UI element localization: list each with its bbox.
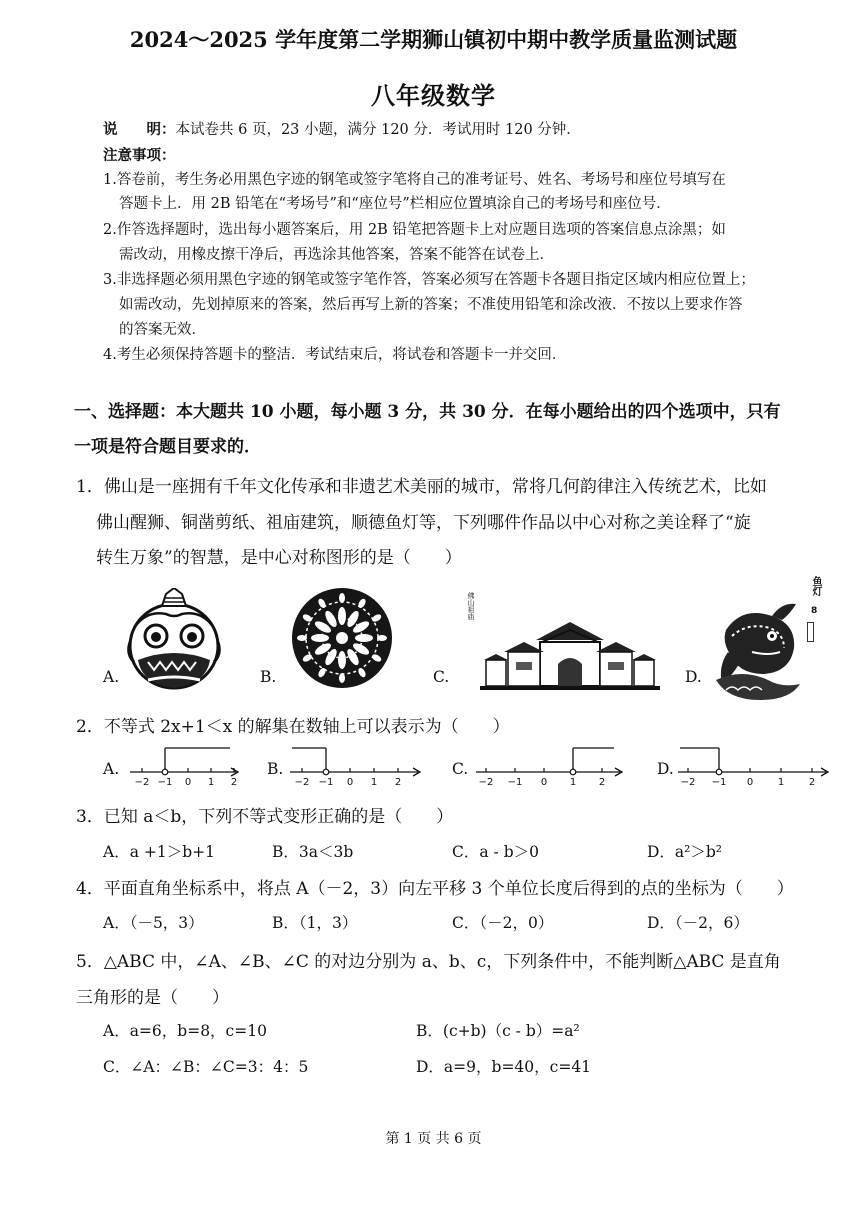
q1-line-2: 佛山醒狮、铜凿剪纸、祖庙建筑，顺德鱼灯等，下列哪件作品以中心对称之美诠释了“旋 [96,513,751,533]
exam-subject: 八年级数学 [371,81,496,110]
tick-label: 0 [540,777,548,788]
intro-line [103,118,581,139]
tick-label: 0 [346,777,354,788]
q2-option-c-label: C. [452,760,469,778]
tick-label: 2 [230,777,238,788]
q2-number-line-c [474,742,630,790]
q5-line-2: 三角形的是（ ） [76,988,229,1008]
ancestral-temple-image [480,612,660,692]
q1-line-1: 1．佛山是一座拥有千年文化传承和非遗艺术美丽的城市，常将几何韵律注入传统艺术，比如 [76,477,767,497]
tick-label: −1 [507,777,523,788]
exam-title: 2024～2025 学年度第二学期狮山镇初中期中教学质量监测试题 [129,27,738,52]
lion-dance-head-image [126,588,222,692]
q4-option-d: D．（－2，6） [647,914,749,932]
tick-label: 2 [598,777,606,788]
section-1-heading-cont: 一项是符合题目要求的． [74,437,261,457]
q1-option-d-label: D. [685,668,702,686]
tick-label: −1 [711,777,727,788]
q4-stem: 4．平面直角坐标系中，将点 A（－2，3）向左平移 3 个单位长度后得到的点的坐标为（ ） [76,879,794,899]
tick-label: 1 [370,777,378,788]
solution-endpoint [162,769,168,775]
q5-option-b: B．(c+b)（c - b）=a² [416,1022,580,1040]
q3-option-d: D．a²＞b² [647,843,723,861]
section-1-heading: 一、选择题：本大题共 10 小题，每小题 3 分，共 30 分．在每小题给出的四个选项中，只有 [74,402,781,422]
note-1-line-1: 1.答卷前，考生务必用黑色字迹的钢笔或签字笔将自己的准考证号、姓名、考场号和座位号填写在 [103,172,726,188]
q3-stem: 3．已知 a＜b，下列不等式变形正确的是（ ） [76,807,454,827]
q5-option-d: D．a=9，b=40，c=41 [416,1058,592,1076]
tick-label: 1 [777,777,785,788]
tick-label: −2 [294,777,310,788]
tick-label: −1 [157,777,173,788]
note-3-line-2: 如需改动，先划掉原来的答案，然后再写上新的答案；不准使用铅笔和涂改液．不按以上要求作答 [119,297,743,313]
note-1-line-2: 答题卡上．用 2B 铅笔在“考场号”和“座位号”栏相应位置填涂自己的考场号和座位号． [119,196,671,212]
tick-label: −2 [680,777,696,788]
tick-label: 1 [207,777,215,788]
fish-lantern-stamp [807,622,814,642]
intro-label: 说 明： [103,121,176,138]
q2-option-a-label: A. [103,760,120,778]
temple-caption: 佛山祖庙 [467,592,475,620]
q2-option-d-label: D. [657,760,674,778]
q1-option-b-label: B. [260,668,277,686]
q5-option-a: A．a=6，b=8，c=10 [103,1022,267,1040]
paper-cutting-image [290,586,394,690]
fish-lantern-caption: 鱼灯 [810,576,821,596]
q1-line-3: 转生万象”的智慧，是中心对称图形的是（ ） [96,548,462,568]
q2-stem: 2．不等式 2x+1＜x 的解集在数轴上可以表示为（ ） [76,717,510,737]
tick-label: 0 [746,777,754,788]
tick-label: 0 [184,777,192,788]
tick-label: 1 [569,777,577,788]
q2-number-line-d [676,742,836,790]
tick-label: 2 [808,777,816,788]
note-2-line-1: 2.作答选择题时，选出每小题答案后，用 2B 铅笔把答题卡上对应题目选项的答案信息点涂黑；如 [103,222,726,238]
q2-number-line-b [288,742,428,790]
q3-option-b: B．3a＜3b [272,843,354,861]
q1-option-c-label: C. [433,668,450,686]
notes-heading: 注意事项： [103,147,176,164]
q2-number-line-a [128,742,248,790]
solution-endpoint [570,769,576,775]
note-3-line-3: 的答案无效． [119,322,206,338]
q4-option-b: B．（1，3） [272,914,358,932]
solution-endpoint [716,769,722,775]
fish-lantern-image [712,596,808,704]
tick-label: −1 [318,777,334,788]
intro-text: 本试卷共 6 页，23 小题，满分 120 分．考试用时 120 分钟． [175,122,581,138]
fish-lantern-number: 8 [811,606,818,616]
note-2-line-2: 需改动，用橡皮擦干净后，再选涂其他答案，答案不能答在试卷上． [119,247,554,263]
tick-label: 2 [394,777,402,788]
q5-option-c: C．∠A：∠B：∠C=3：4：5 [103,1058,309,1076]
note-3-line-1: 3.非选择题必须用黑色字迹的钢笔或签字笔作答，答案必须写在答题卡各题目指定区域内相应位置上； [103,272,755,288]
q4-option-c: C．（－2，0） [452,914,554,932]
q5-line-1: 5．△ABC 中，∠A、∠B、∠C 的对边分别为 a、b、c，下列条件中，不能判断△ABC 是直角 [76,952,781,972]
q3-option-c: C．a - b＞0 [452,843,539,861]
note-4-line-1: 4.考生必须保持答题卡的整洁．考试结束后，将试卷和答题卡一并交回． [103,347,567,363]
tick-label: −2 [478,777,494,788]
q3-option-a: A．a +1＞b+1 [103,843,215,861]
solution-endpoint [323,769,329,775]
q2-option-b-label: B. [267,760,284,778]
q1-option-a-label: A. [103,668,120,686]
q4-option-a: A．（－5，3） [103,914,204,932]
page-number: 第 1 页 共 6 页 [385,1131,482,1147]
tick-label: −2 [134,777,150,788]
